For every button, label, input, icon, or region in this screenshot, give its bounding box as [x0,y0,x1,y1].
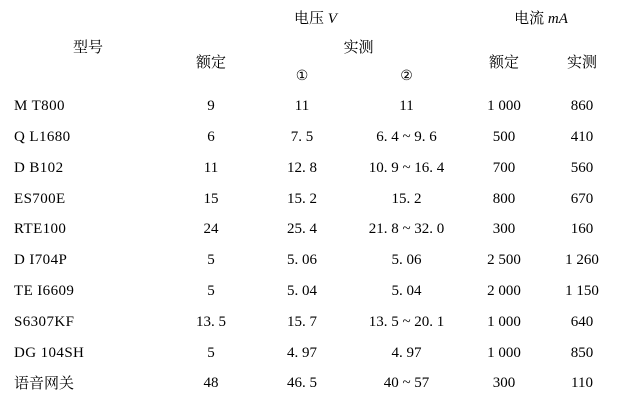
cell-voltage-m2: 40 ~ 57 [383,375,430,392]
cell-voltage-m2: 5. 04 [391,282,422,299]
table-row [8,91,619,122]
cell-model: TE I6609 [14,282,75,299]
cell-current-measured: 850 [570,344,594,361]
cell-voltage-rated: 11 [203,159,219,176]
cell-model: DG 104SH [14,344,85,361]
cell-voltage-m2: 15. 2 [391,190,422,207]
cell-voltage-rated: 5 [207,252,215,269]
cell-voltage-m1: 46. 5 [287,375,317,392]
cell-current-rated: 300 [492,221,516,238]
cell-voltage-rated: 6 [207,128,215,145]
header-measure-1: ① [295,69,309,85]
cell-model: RTE100 [14,221,67,238]
table-row [8,214,619,245]
cell-model: S6307KF [14,313,75,330]
cell-model: M T800 [14,98,65,115]
cell-voltage-m1: 7. 5 [290,128,314,145]
table-row [8,307,619,338]
cell-voltage-rated: 13. 5 [196,313,226,330]
cell-voltage-m1: 5. 06 [287,252,317,269]
header-measure-2: ② [400,69,413,85]
cell-current-measured: 1 150 [565,282,599,299]
cell-voltage-m1: 15. 7 [287,313,317,330]
cell-current-rated: 500 [492,128,516,145]
cell-current-rated: 1 000 [487,344,521,361]
table-row [8,183,619,214]
cell-current-measured: 670 [570,190,594,207]
cell-voltage-rated: 48 [203,375,219,392]
header-current-measured: 实测 [567,52,598,71]
table-row [8,276,619,307]
table-row [8,245,619,276]
cell-voltage-m1: 12. 8 [287,159,317,176]
table-header [8,4,619,91]
cell-current-measured: 860 [570,98,594,115]
cell-current-rated: 2 000 [487,282,521,299]
header-row-groups [8,4,619,34]
cell-current-rated: 2 500 [487,252,521,269]
cell-model: Q L1680 [14,128,71,145]
cell-voltage-rated: 5 [207,282,215,299]
cell-voltage-m2: 10. 9 ~ 16. 4 [368,159,445,176]
cell-current-rated: 1 000 [487,313,521,330]
table-row [8,122,619,153]
cell-voltage-m1: 4. 97 [287,344,317,361]
header-current-group: 电流 mA [514,9,568,28]
measurements-table [8,4,619,399]
cell-voltage-m1: 5. 04 [287,282,317,299]
table-body [8,91,619,399]
cell-voltage-m2: 4. 97 [391,344,422,361]
cell-voltage-rated: 5 [207,344,215,361]
cell-voltage-m1: 15. 2 [287,190,317,207]
cell-current-measured: 410 [570,128,594,145]
cell-current-rated: 300 [492,375,516,392]
cell-voltage-m1: 11 [294,98,310,115]
cell-voltage-rated: 15 [203,190,219,207]
table-row [8,337,619,368]
cell-current-measured: 560 [570,159,594,176]
cell-current-measured: 1 260 [565,252,599,269]
cell-voltage-m2: 21. 8 ~ 32. 0 [368,221,445,238]
cell-voltage-m2: 13. 5 ~ 20. 1 [368,313,445,330]
cell-current-rated: 800 [492,190,516,207]
cell-voltage-m2: 6. 4 ~ 9. 6 [376,128,437,145]
table-row [8,153,619,184]
header-voltage-group: 电压 V [294,9,337,28]
cell-current-rated: 1 000 [487,98,521,115]
header-current-rated: 额定 [488,52,519,71]
cell-model: ES700E [14,190,66,207]
cell-voltage-rated: 9 [207,98,215,115]
cell-model: D B102 [14,159,64,176]
cell-model: D I704P [14,252,68,269]
cell-model: 语音网关 [14,373,75,392]
cell-current-measured: 640 [570,313,594,330]
header-model: 型号 [72,37,103,56]
header-voltage-measured: 实测 [343,38,374,57]
header-voltage-rated: 额定 [195,52,226,71]
cell-voltage-m2: 5. 06 [391,252,422,269]
cell-voltage-rated: 24 [203,221,219,238]
table-row [8,368,619,399]
cell-current-measured: 110 [571,375,593,392]
cell-current-rated: 700 [492,159,516,176]
cell-current-measured: 160 [570,221,594,238]
cell-voltage-m2: 11 [399,98,414,115]
cell-voltage-m1: 25. 4 [287,221,317,238]
